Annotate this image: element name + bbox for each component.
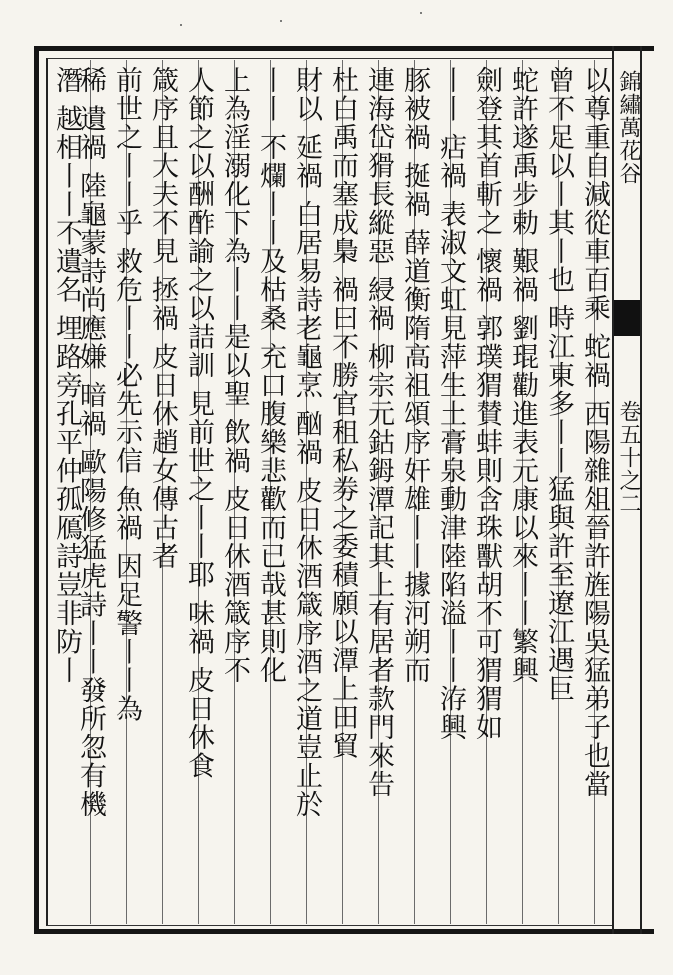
book-title: 錦繡萬花谷 — [616, 70, 641, 185]
text-column-4: 劍登其首斬之 懷禍 郭璞猬賛蚌則含珠獸胡不可猬猬如 — [471, 66, 502, 742]
volume-label: 卷五十之二 — [616, 400, 641, 515]
scan-speck — [180, 24, 182, 26]
text-column-11: 上為淫溺化下為丨丨是以聖 飲禍 皮日休酒箴序不 — [219, 66, 250, 685]
text-column-13: 箴序且大夫不見 拯禍 皮日休趙女傳古者 — [147, 66, 178, 571]
text-column-2: 曾不足以丨其丨也 時江東多丨丨猛與許至遼江遇巨 — [543, 66, 574, 704]
text-column-7: 連海岱猾長縱惡 綅禍 柳宗元鈷鉧潭記其上有居者款門來告 — [363, 66, 394, 799]
text-column-3: 蛇許遂禹步勅 艱禍 劉琨勸進表元康以來丨丨繁興 — [507, 66, 538, 685]
scan-speck — [420, 12, 422, 14]
text-column-12: 人節之以酬酢諭之以詰訓 見前世之丨丨耶 味禍 皮日休食 — [183, 66, 214, 781]
text-column-5: 丨丨 痁禍 表淑文虹見萍生土膏泉動津陸陷溢丨丨洊興 — [435, 66, 466, 742]
text-column-9: 財以 延禍 白居易詩老龜烹 酗禍 皮日休酒箴序酒之道豈止於 — [291, 66, 322, 819]
text-column-10: 丨丨 不爛丨丨及枯桑 充口腹樂悲歡而已哉甚則化 — [255, 66, 286, 685]
text-column-15: 稀 遺禍 陸龜蒙詩尚應嫌 暗禍 歐陽修猛虎詩丨丨發所忽有機 — [75, 66, 106, 819]
text-column-1: 以尊重自減從車百乘 蛇禍 西陽雜俎晉許旌陽吳猛弟子也當 — [579, 66, 610, 799]
text-column-16: 潛 越相丨丨不遺名 埋路旁孔平仲孤鴈詩豈非防丨 — [51, 66, 82, 685]
text-column-6: 豚被禍 挻禍 薛道衡隋高祖頌序奸雄丨丨據河朔而 — [399, 66, 430, 685]
text-column-14: 前世之丨丨乎 救危丨丨必先示信 魚禍 因足警丨丨為 — [111, 66, 142, 724]
text-column-8: 杜白禹而塞成梟 禍曰不勝官租私劵之委積願以潭上田貿 — [327, 66, 358, 761]
scan-speck — [280, 20, 282, 22]
fish-tail-mark — [614, 300, 640, 336]
